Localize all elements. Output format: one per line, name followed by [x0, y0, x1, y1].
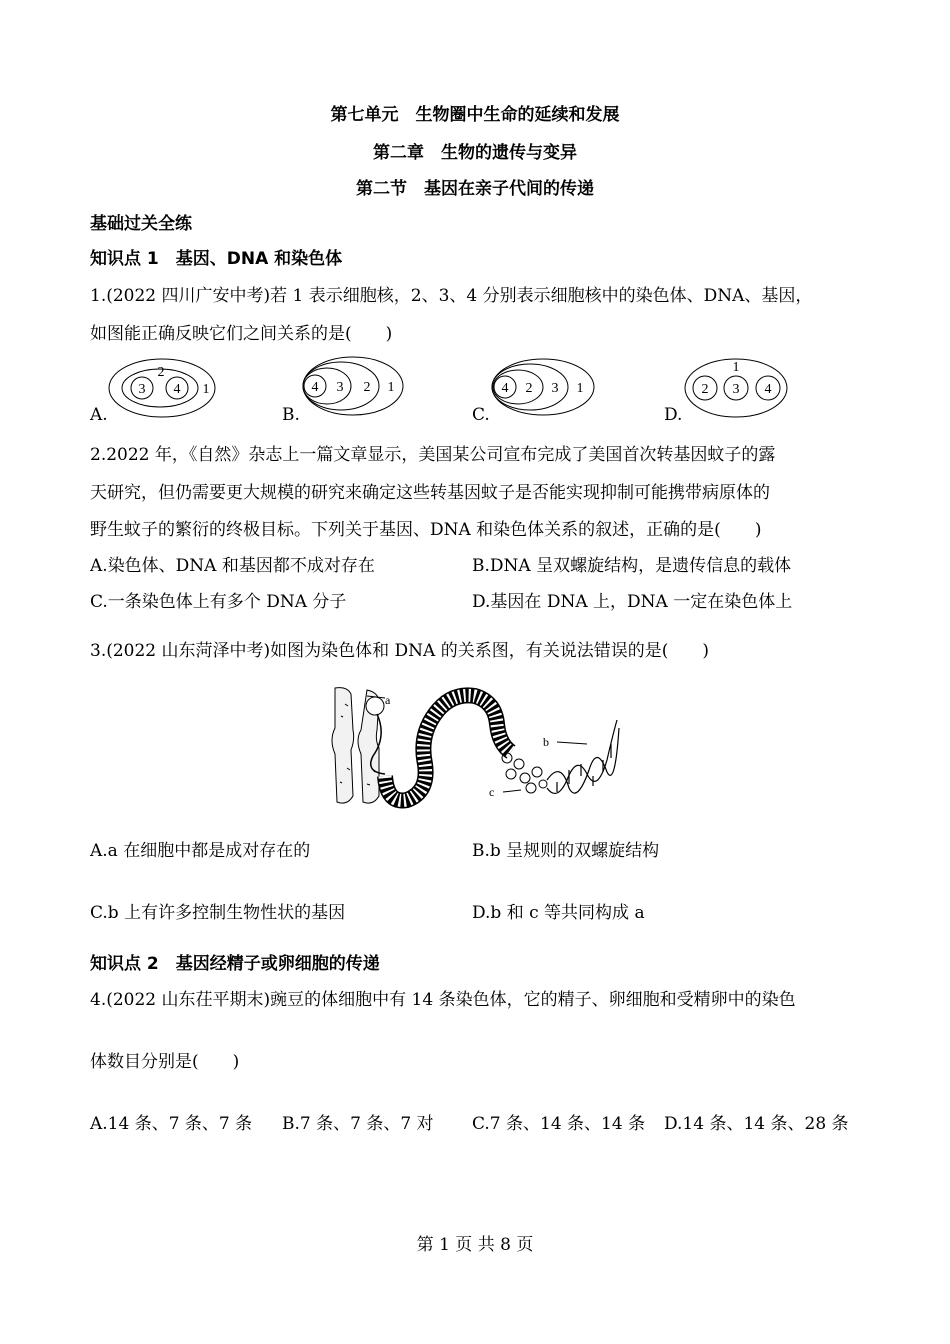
section-title: 第二节 基因在亲子代间的传递: [356, 179, 594, 199]
q1-a-num-4: 4: [173, 382, 181, 397]
q1-diagram-d: [685, 359, 787, 417]
unit-title: 第七单元 生物圈中生命的延续和发展: [330, 105, 620, 125]
q2-option-c: C.一条染色体上有多个 DNA 分子: [90, 592, 347, 612]
q1-d-num-4: 4: [764, 382, 772, 397]
q2-stem-line1: 2.2022 年，《自然》杂志上一篇文章显示，美国某公司宣布完成了美国首次转基因蚊子的露: [90, 445, 776, 465]
q4-option-c: C.7 条、14 条、14 条: [472, 1114, 646, 1134]
q2-option-a: A.染色体、DNA 和基因都不成对存在: [90, 556, 375, 576]
q1-b-num-3: 3: [336, 380, 344, 395]
q1-diagram-c: [492, 359, 594, 415]
q1-c-num-2: 2: [525, 381, 533, 396]
knowledge-point-2: 知识点 2 基因经精子或卵细胞的传递: [90, 954, 380, 974]
q4-option-b: B.7 条、7 条、7 对: [282, 1114, 434, 1134]
q1-diagram-a: [109, 359, 215, 417]
q1-a-num-2: 2: [157, 365, 165, 380]
q1-option-b-label: B.: [282, 405, 300, 425]
q1-b-num-4: 4: [311, 380, 319, 395]
q3-option-c: C.b 上有许多控制生物性状的基因: [90, 903, 346, 923]
q1-option-a-label: A.: [90, 405, 108, 425]
q1-a-num-1: 1: [202, 382, 210, 397]
q2-stem-line3: 野生蚊子的繁衍的终极目标。下列关于基因、DNA 和染色体关系的叙述，正确的是( ): [90, 520, 762, 540]
q4-option-a: A.14 条、7 条、7 条: [90, 1114, 253, 1134]
q4-stem-line1: 4.(2022 山东茌平期末)豌豆的体细胞中有 14 条染色体，它的精子、卵细胞和受精卵中的染色: [90, 990, 796, 1010]
label-a: a: [385, 693, 391, 707]
q2-option-d: D.基因在 DNA 上，DNA 一定在染色体上: [472, 592, 793, 612]
label-c-leader: [503, 790, 521, 792]
chromosome-illustration: [332, 688, 384, 804]
label-c: c: [489, 785, 495, 799]
q1-stem-line1: 1.(2022 四川广安中考)若 1 表示细胞核，2、3、4 分别表示细胞核中的染色体、DNA、基因，: [90, 286, 813, 306]
nucleosome-beads: [502, 753, 547, 793]
q1-d-num-2: 2: [701, 382, 709, 397]
q4-option-d: D.14 条、14 条、28 条: [664, 1114, 849, 1134]
q1-c-num-3: 3: [551, 381, 559, 396]
practice-heading: 基础过关全练: [90, 214, 192, 234]
knowledge-point-1: 知识点 1 基因、DNA 和染色体: [90, 249, 343, 269]
q1-c-num-4: 4: [501, 381, 509, 396]
q1-b-num-1: 1: [387, 380, 395, 395]
q1-d-num-1: 1: [732, 360, 740, 375]
q1-diagram-b: [303, 357, 403, 415]
q3-option-d: D.b 和 c 等共同构成 a: [472, 903, 645, 923]
q3-option-b: B.b 呈规则的双螺旋结构: [472, 841, 660, 861]
q3-stem: 3.(2022 山东菏泽中考)如图为染色体和 DNA 的关系图，有关说法错误的是( ): [90, 641, 710, 661]
q1-a-num-3: 3: [138, 382, 146, 397]
q1-option-d-label: D.: [664, 405, 683, 425]
chapter-title: 第二章 生物的遗传与变异: [373, 143, 577, 163]
q1-venn-diagrams: [0, 350, 950, 420]
q2-option-b: B.DNA 呈双螺旋结构，是遗传信息的载体: [472, 556, 792, 576]
q1-b-num-2: 2: [363, 380, 371, 395]
q1-d-num-3: 3: [732, 382, 740, 397]
label-b: b: [543, 735, 549, 749]
q4-stem-line2: 体数目分别是( ): [90, 1052, 240, 1072]
q1-option-c-label: C.: [472, 405, 490, 425]
chromosome-dna-figure: [325, 684, 625, 814]
page-number: 第 1 页 共 8 页: [416, 1235, 534, 1255]
label-b-leader: [557, 742, 587, 744]
q1-stem-line2: 如图能正确反映它们之间关系的是( ): [90, 324, 393, 344]
q3-option-a: A.a 在细胞中都是成对存在的: [90, 841, 311, 861]
dna-double-helix: [547, 720, 619, 793]
q2-stem-line2: 天研究，但仍需要更大规模的研究来确定这些转基因蚊子是否能实现抑制可能携带病原体的: [90, 483, 770, 503]
q1-c-num-1: 1: [576, 381, 584, 396]
